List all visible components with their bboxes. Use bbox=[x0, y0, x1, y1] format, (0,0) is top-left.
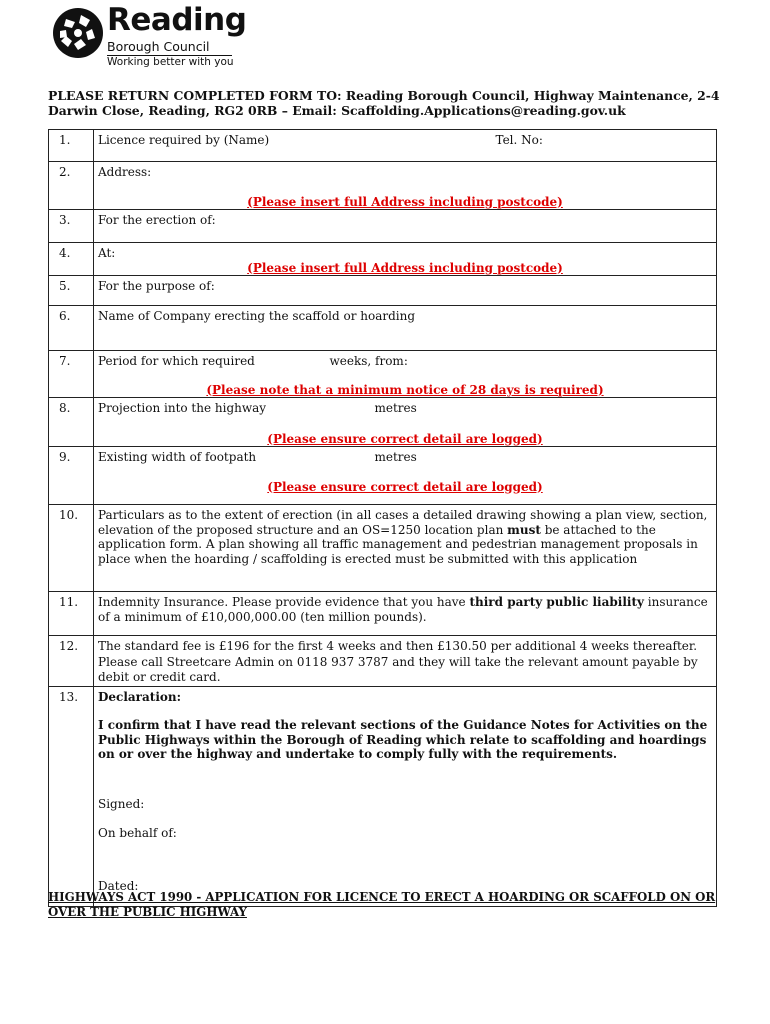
particulars-text: Particulars as to the extent of erection (in all cases a detailed drawing showing a plan view, section, elevation of the proposed structure and an OS=1250 location plan bbox=[98, 508, 708, 537]
row-number: 9. bbox=[49, 447, 94, 505]
notice-note: (Please note that a minimum notice of 28 days is required) bbox=[206, 382, 604, 397]
form-row-8[interactable] bbox=[49, 398, 717, 447]
row-number: 12. bbox=[49, 636, 94, 687]
row-number: 7. bbox=[49, 351, 94, 398]
row-label: Licence required by (Name) bbox=[98, 133, 270, 147]
row-content bbox=[94, 686, 717, 906]
logo-emblem-icon bbox=[52, 7, 104, 59]
row-label: Existing width of footpath bbox=[98, 450, 257, 464]
row-number: 11. bbox=[49, 592, 94, 636]
behalf-label: On behalf of: bbox=[98, 826, 177, 840]
insurance-text-cont: insurance of a minimum of £10,000,000.00 (ten million pounds). bbox=[98, 595, 708, 624]
form-row-1[interactable] bbox=[49, 130, 717, 162]
form-row-9[interactable] bbox=[49, 447, 717, 505]
detail-note: (Please ensure correct detail are logged) bbox=[267, 431, 543, 446]
logo-subtitle: Borough Council bbox=[107, 39, 210, 54]
form-row-10[interactable] bbox=[49, 505, 717, 592]
row-content bbox=[94, 243, 717, 276]
row-content bbox=[94, 398, 717, 447]
form-row-3[interactable] bbox=[49, 210, 717, 243]
row-number: 8. bbox=[49, 398, 94, 447]
row-label: Projection into the highway bbox=[98, 401, 267, 415]
form-row-6[interactable] bbox=[49, 306, 717, 351]
row-label: Name of Company erecting the scaffold or hoarding bbox=[94, 306, 717, 351]
row-number: 5. bbox=[49, 276, 94, 306]
metres-label: metres bbox=[374, 401, 417, 415]
row-label: Address: bbox=[98, 165, 152, 179]
row-label: At: bbox=[98, 246, 116, 260]
weeks-label: weeks, from: bbox=[329, 354, 408, 368]
metres-label: metres bbox=[374, 450, 417, 464]
row-content bbox=[94, 162, 717, 210]
form-heading-footer: HIGHWAYS ACT 1990 - APPLICATION FOR LICENCE TO ERECT A HOARDING OR SCAFFOLD ON OR OVER THE PUBLIC HIGHWAY bbox=[48, 890, 716, 919]
logo-tagline: Working better with you bbox=[107, 56, 234, 68]
row-number: 4. bbox=[49, 243, 94, 276]
form-row-12[interactable] bbox=[49, 636, 717, 687]
row-number: 3. bbox=[49, 210, 94, 243]
form-row-5[interactable] bbox=[49, 276, 717, 306]
row-content bbox=[94, 447, 717, 505]
declaration-title: Declaration: bbox=[98, 689, 182, 704]
row-label: For the purpose of: bbox=[94, 276, 717, 306]
address-note: (Please insert full Address including postcode) bbox=[247, 260, 563, 275]
address-note: (Please insert full Address including postcode) bbox=[247, 194, 563, 209]
return-instructions: PLEASE RETURN COMPLETED FORM TO: Reading Borough Council, Highway Maintenance, 2-4 Darwin Close, Reading, RG2 0RB – Email: Scaffolding.Applications@reading.gov.uk bbox=[48, 88, 720, 118]
row-label: For the erection of: bbox=[94, 210, 717, 243]
declaration-body: I confirm that I have read the relevant sections of the Guidance Notes for Activities on the Public Highways within the Borough of Reading which relate to scaffolding and hoardings on or over the highway and undertake to comply fully with the requirements. bbox=[98, 718, 708, 761]
row-number: 10. bbox=[49, 505, 94, 592]
form-row-7[interactable] bbox=[49, 351, 717, 398]
row-number: 1. bbox=[49, 130, 94, 162]
row-label: Period for which required bbox=[98, 354, 255, 368]
particulars-emphasis: must bbox=[507, 522, 541, 537]
dated-label: Dated: bbox=[98, 878, 139, 893]
logo-name: Reading bbox=[107, 2, 247, 38]
application-form-table bbox=[48, 129, 717, 907]
fee-text: The standard fee is £196 for the first 4 weeks and then £130.50 per additional 4 weeks thereafter. Please call Streetcare Admin on 0118 937 3787 and they will take the relevant amount payable by debit or credit card. bbox=[94, 636, 717, 687]
row-content bbox=[94, 351, 717, 398]
signed-label: Signed: bbox=[98, 796, 145, 811]
council-logo bbox=[50, 2, 247, 68]
form-row-4[interactable] bbox=[49, 243, 717, 276]
row-number: 13. bbox=[49, 686, 94, 906]
form-row-11[interactable] bbox=[49, 592, 717, 636]
row-content bbox=[94, 505, 717, 592]
row-number: 6. bbox=[49, 306, 94, 351]
row-content bbox=[94, 130, 717, 162]
detail-note: (Please ensure correct detail are logged) bbox=[267, 479, 543, 494]
form-row-2[interactable] bbox=[49, 162, 717, 210]
particulars-text-cont: be attached to the application form. A plan showing all traffic management and pedestrian management proposals in place when the hoarding / scaffolding is erected must be submitted with this application bbox=[98, 522, 698, 566]
row-number: 2. bbox=[49, 162, 94, 210]
row-content bbox=[94, 592, 717, 636]
form-row-13[interactable] bbox=[49, 686, 717, 906]
insurance-text: Indemnity Insurance. Please provide evidence that you have bbox=[98, 595, 470, 609]
insurance-emphasis: third party public liability bbox=[469, 595, 644, 609]
tel-label: Tel. No: bbox=[495, 133, 543, 147]
